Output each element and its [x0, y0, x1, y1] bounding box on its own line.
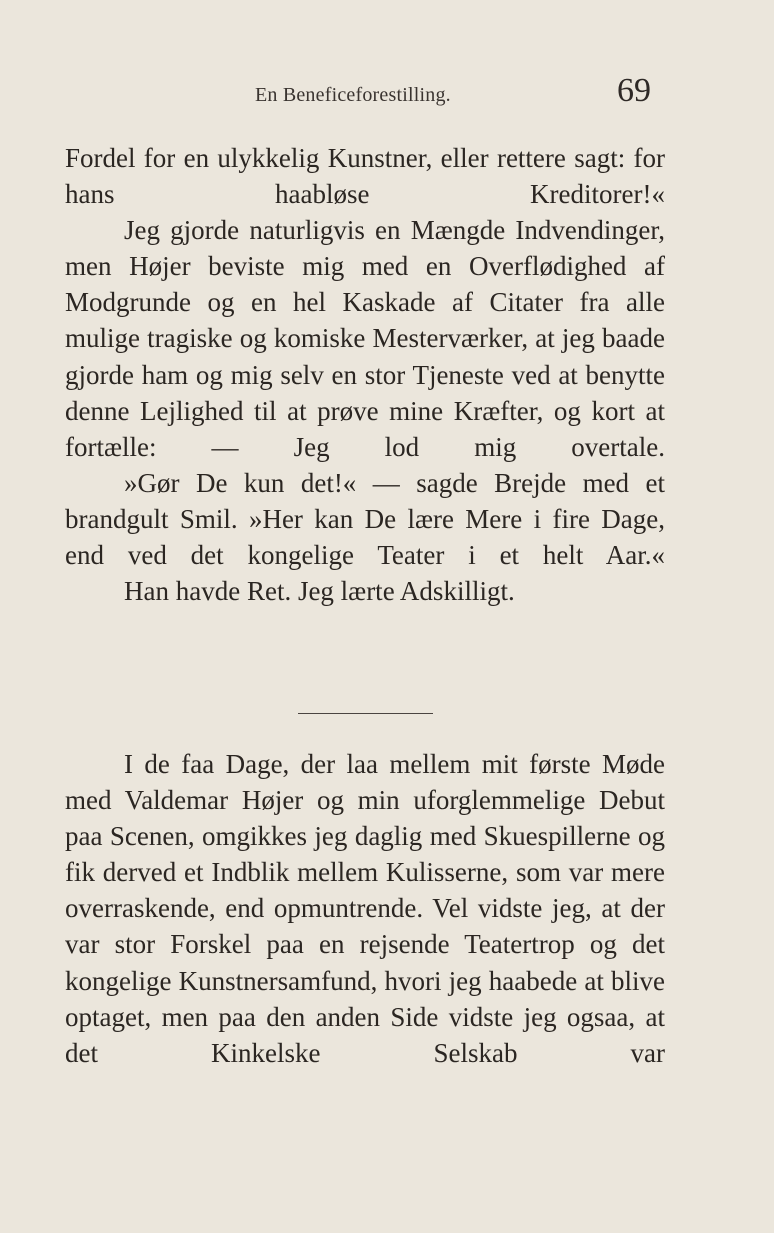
- page-number: 69: [617, 72, 651, 109]
- section-two-body: [65, 746, 665, 1071]
- paragraph-brejde-quote: »Gør De kun det!« — sagde Brejde med et brandgult Smil. »Her kan De lære Mere i fire Dage, end ved det kongelige Teater i et helt Aar.«: [65, 467, 665, 571]
- paragraph-han-havde-ret: Han havde Ret. Jeg lærte Adskilligt.: [124, 576, 515, 607]
- running-head: [0, 70, 774, 120]
- paragraph-faa-dage: I de faa Dage, der laa mellem mit første Møde med Valdemar Højer og min uforglemmelige Debut paa Scenen, omgikkes jeg daglig med Skuespillerne og fik derved et Indblik mellem Kulisserne, som var mere overraskende, end opmuntrende. Vel vidste jeg, at der var stor Forskel paa en rejsende Teatertrop og det kongelige Kunstnersamfund, hvori jeg haabede at blive optaget, men paa den anden Side vidste jeg ogsaa, at det Kinkelske Selskab var: [65, 749, 665, 1068]
- paragraph-continuation: Fordel for en ulykkelig Kunstner, eller rettere sagt: for hans haabløse Kreditorer!«: [65, 143, 665, 210]
- running-title: En Beneficeforestilling.: [255, 84, 451, 106]
- paragraph-hojer-persuades: Jeg gjorde naturligvis en Mængde Indvendinger, men Højer beviste mig med en Overflødighed af Modgrunde og en hel Kaskade af Citater fra alle mulige tragiske og komiske Mesterværker, at jeg baade gjorde ham og mig selv en stor Tjeneste ved at benytte denne Lejlighed til at prøve mine Kræfter, og kort at fortælle: — Jeg lod mig overtale.: [65, 215, 665, 462]
- section-one-body: [65, 140, 665, 609]
- section-divider: [298, 713, 433, 714]
